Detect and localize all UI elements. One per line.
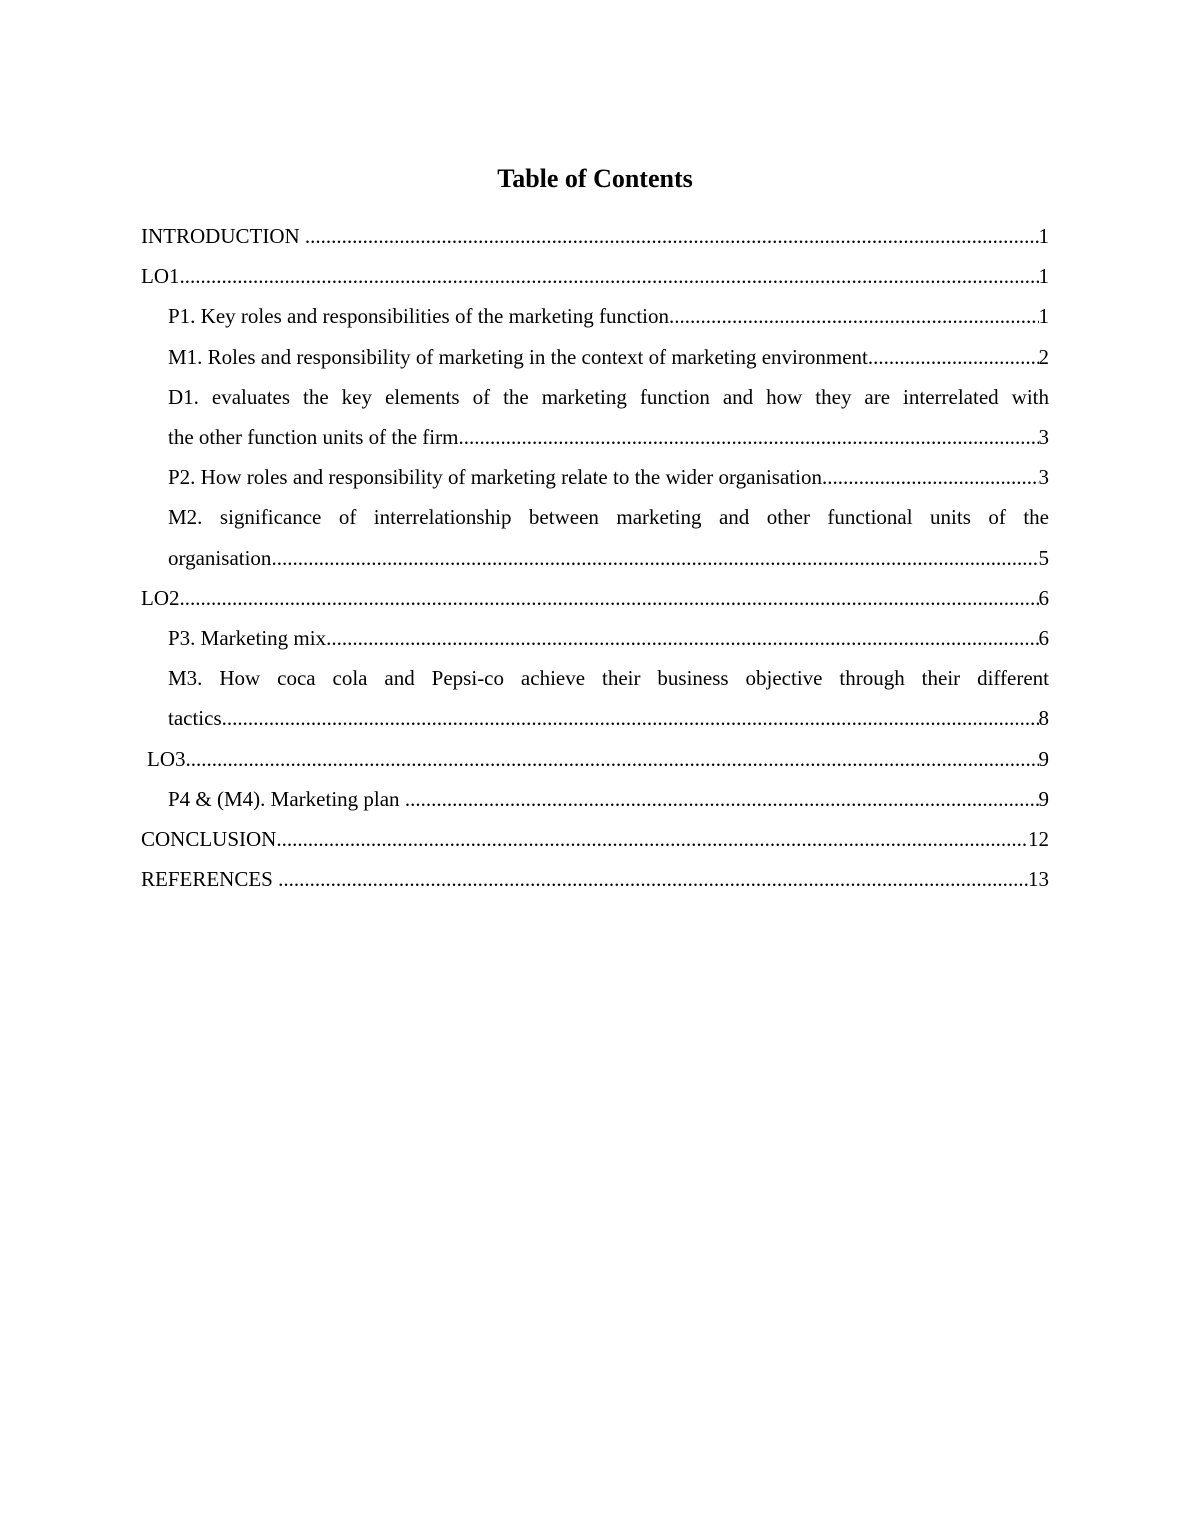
toc-entry[interactable] (141, 859, 1049, 899)
toc-entry-heading-line: M3. How coca cola and Pepsi-co achieve their business objective through their different (168, 666, 1049, 691)
toc-entry-label: LO2 (141, 585, 180, 610)
toc-page-number: 1 (1038, 304, 1049, 329)
toc-entry-label: P3. Marketing mix (168, 626, 327, 651)
toc-entry[interactable] (141, 296, 1049, 336)
toc-entry-label: P1. Key roles and responsibilities of the marketing function. (168, 304, 675, 329)
toc-entry-line (141, 859, 1049, 899)
toc-page-number: 5 (1038, 545, 1049, 570)
toc-entry-label: P2. How roles and responsibility of marketing relate to the wider organisation (168, 465, 822, 490)
toc-page-number: 9 (1038, 746, 1049, 771)
toc-entry[interactable] (141, 658, 1049, 738)
toc-dot-leader (674, 296, 1038, 336)
toc-page-number: 1 (1038, 224, 1049, 248)
toc-entry[interactable] (141, 819, 1049, 859)
toc-dot-leader (180, 578, 1039, 618)
toc-entry-line (168, 538, 1049, 578)
toc-entry[interactable] (141, 779, 1049, 819)
toc-entry-line (168, 417, 1049, 457)
toc-entry-label: INTRODUCTION (141, 224, 305, 248)
toc-entry[interactable] (141, 216, 1049, 256)
toc-page-number: 6 (1038, 585, 1049, 610)
toc-page-number: 12 (1028, 827, 1049, 852)
toc-entry[interactable] (141, 618, 1049, 658)
toc-page-number: 8 (1038, 706, 1049, 731)
toc-dot-leader (222, 698, 1039, 738)
page-title: Table of Contents (497, 164, 693, 193)
table-of-contents (141, 216, 1049, 899)
toc-entry-label: tactics (168, 706, 222, 731)
toc-page-number: 2 (1038, 344, 1049, 369)
toc-entry-line (141, 819, 1049, 859)
toc-entry-line (168, 618, 1049, 658)
toc-dot-leader (278, 859, 1028, 899)
toc-dot-leader (271, 538, 1038, 578)
toc-entry-label: P4 & (M4). Marketing plan (168, 786, 405, 811)
toc-entry[interactable] (141, 578, 1049, 618)
toc-entry[interactable] (141, 739, 1049, 779)
toc-entry-label: CONCLUSION (141, 827, 277, 852)
toc-dot-leader (180, 256, 1039, 296)
toc-entry[interactable] (141, 377, 1049, 457)
toc-dot-leader (822, 457, 1039, 497)
toc-page-number: 3 (1038, 425, 1049, 450)
toc-entry-label: LO1 (141, 264, 180, 289)
toc-entry-label: LO3 (147, 746, 186, 771)
toc-entry-heading-line: D1. evaluates the key elements of the marketing function and how they are interrelated with (168, 384, 1049, 409)
toc-dot-leader (405, 779, 1039, 819)
toc-entry-label: the other function units of the firm (168, 425, 459, 450)
toc-entry[interactable] (141, 256, 1049, 296)
toc-entry-line (141, 578, 1049, 618)
toc-entry-label: M1. Roles and responsibility of marketing in the context of marketing environment (168, 344, 868, 369)
toc-entry-line (141, 739, 1049, 779)
toc-page-number: 13 (1028, 867, 1049, 892)
toc-entry-line (168, 337, 1049, 377)
toc-dot-leader (458, 417, 1038, 457)
toc-entry-label: organisation (168, 545, 272, 570)
toc-page-number: 1 (1038, 264, 1049, 289)
toc-entry[interactable] (141, 497, 1049, 577)
toc-dot-leader (326, 618, 1038, 658)
toc-entry-line (168, 457, 1049, 497)
toc-entry-line (141, 256, 1049, 296)
toc-entry-line (141, 216, 1049, 256)
toc-dot-leader (186, 739, 1039, 779)
toc-entry-label: REFERENCES (141, 867, 279, 892)
toc-entry[interactable] (141, 457, 1049, 497)
toc-page-number: 9 (1038, 786, 1049, 811)
toc-page-number: 6 (1038, 626, 1049, 651)
toc-dot-leader (305, 216, 1039, 256)
toc-entry-line (168, 779, 1049, 819)
toc-dot-leader (276, 819, 1028, 859)
toc-entry-line (168, 698, 1049, 738)
toc-page-number: 3 (1038, 465, 1049, 490)
toc-dot-leader (868, 337, 1039, 377)
toc-entry-line (168, 296, 1049, 336)
toc-entry-heading-line: M2. significance of interrelationship between marketing and other functional units of the (168, 505, 1049, 530)
toc-entry[interactable] (141, 337, 1049, 377)
